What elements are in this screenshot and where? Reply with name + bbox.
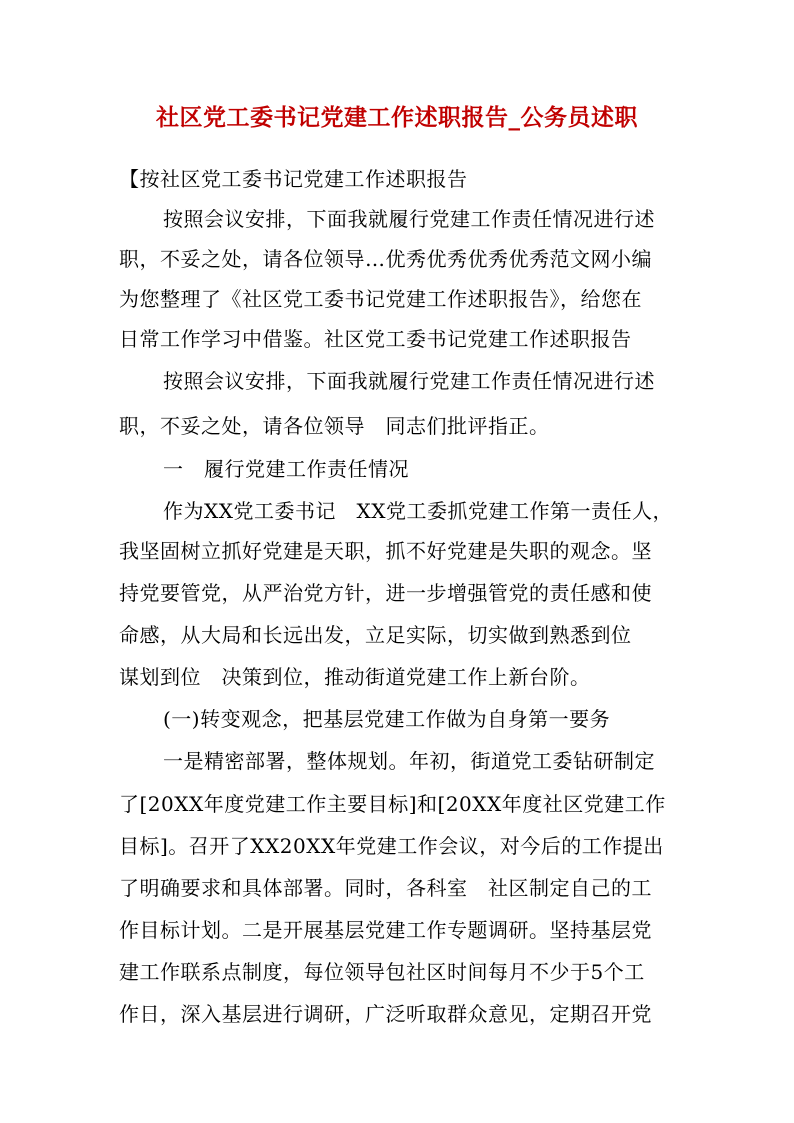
text-line: 作日，深入基层进行调研，广泛听取群众意见，定期召开党 (119, 1002, 652, 1026)
text-line: 职，不妥之处，请各位领导…优秀优秀优秀优秀范文网小编 (119, 247, 652, 271)
text-line: 谋划到位 决策到位，推动街道党建工作上新台阶。 (119, 665, 591, 689)
text-line: 了[20XX年度党建工作主要目标]和[20XX年度社区党建工作 (119, 792, 666, 816)
text-line: 了明确要求和具体部署。同时，各科室 社区制定自己的工 (119, 876, 652, 900)
text-line: 按照会议安排，下面我就履行党建工作责任情况进行述 (163, 369, 655, 393)
text-line: 按照会议安排，下面我就履行党建工作责任情况进行述 (163, 207, 655, 231)
text-line: 目标]。召开了XX20XX年党建工作会议，对今后的工作提出 (119, 834, 664, 858)
text-line: 【按社区党工委书记党建工作述职报告 (119, 167, 468, 191)
text-line: 建工作联系点制度，每位领导包社区时间每月不少于5个工 (119, 960, 645, 984)
text-line: 命感，从大局和长远出发，立足实际，切实做到熟悉到位 (119, 623, 632, 647)
text-line: 作目标计划。二是开展基层党建工作专题调研。坚持基层党 (119, 918, 652, 942)
text-line: 一是精密部署，整体规划。年初，街道党工委钻研制定 (163, 749, 655, 773)
subsection-heading: (一)转变观念，把基层党建工作做为自身第一要务 (163, 707, 611, 731)
text-line: 我坚固树立抓好党建是天职，抓不好党建是失职的观念。坚 (119, 539, 652, 563)
document-title: 社区党工委书记党建工作述职报告_公务员述职 (156, 104, 638, 131)
text-line: 日常工作学习中借鉴。社区党工委书记党建工作述职报告 (119, 327, 632, 351)
text-line: 为您整理了《社区党工委书记党建工作述职报告》，给您在 (119, 287, 642, 311)
text-line: 作为XX党工委书记 XX党工委抓党建工作第一责任人， (163, 499, 673, 523)
text-line: 职，不妥之处，请各位领导 同志们批评指正。 (119, 414, 550, 438)
text-line: 持党要管党，从严治党方针，进一步增强管党的责任感和使 (119, 581, 652, 605)
section-heading: 一 履行党建工作责任情况 (163, 457, 409, 481)
